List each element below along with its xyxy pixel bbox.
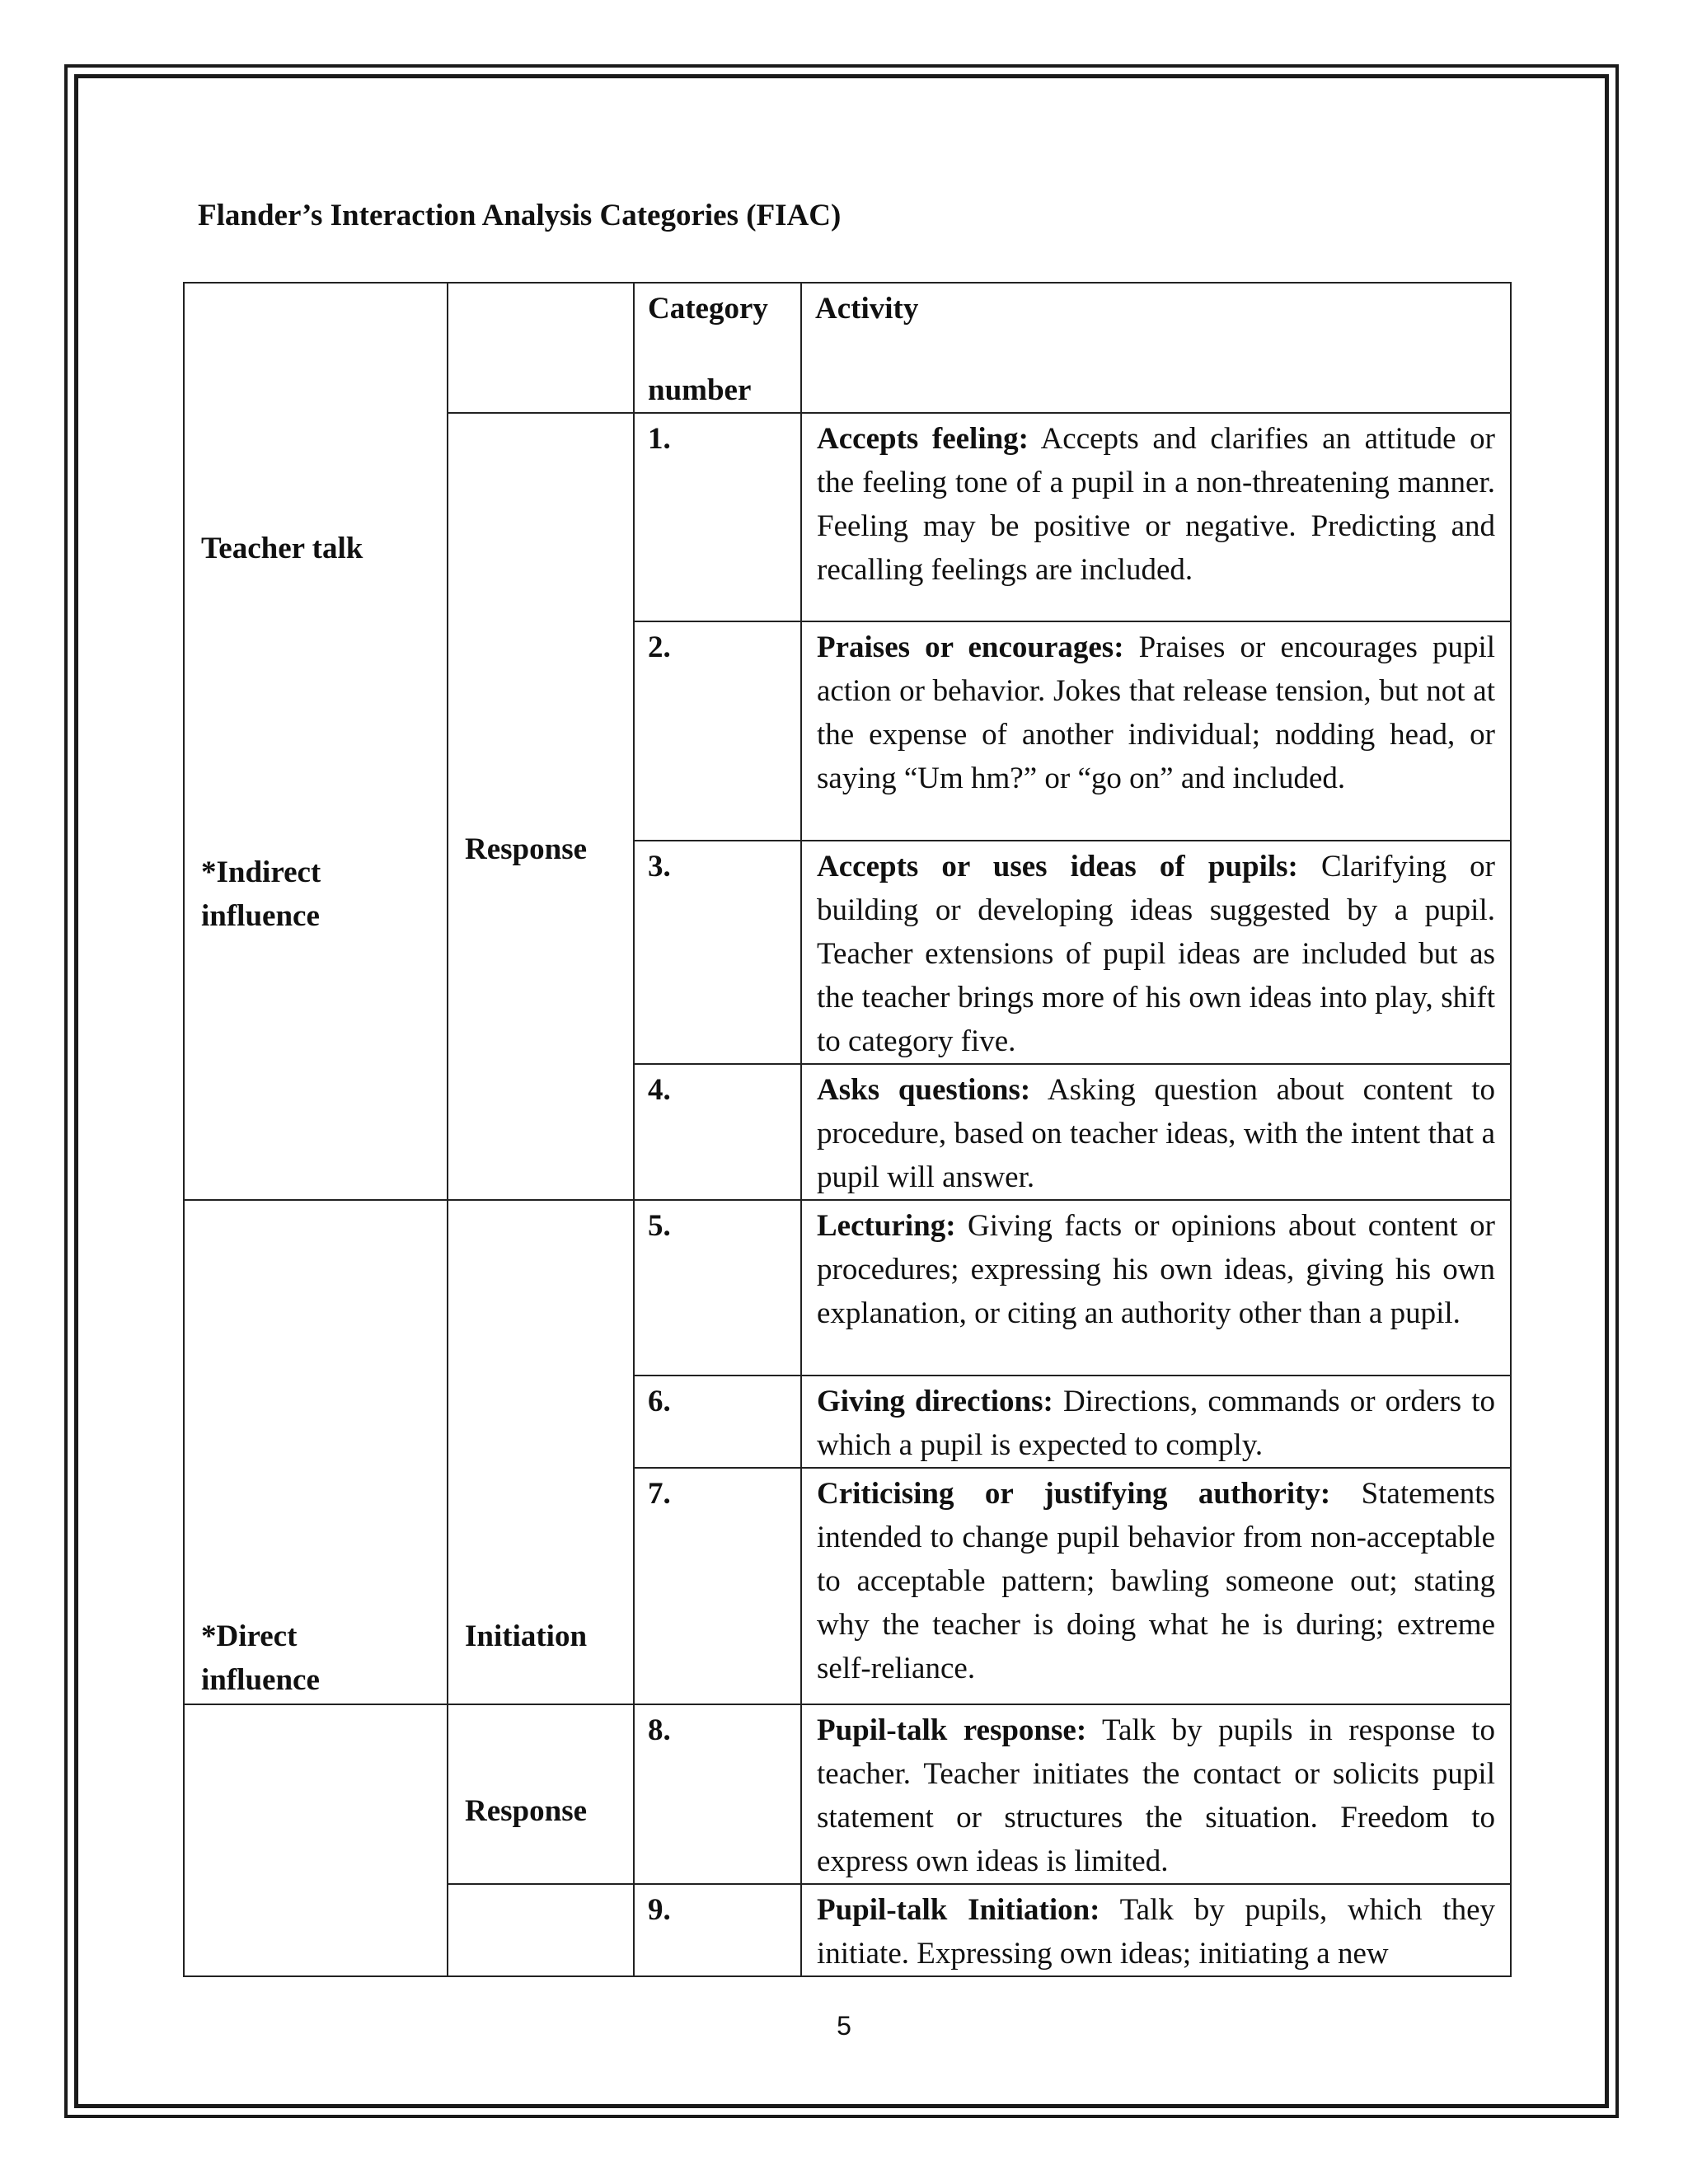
page-title: Flander’s Interaction Analysis Categories (FIAC) xyxy=(198,199,842,232)
activity-term: Pupil-talk Initiation: xyxy=(817,1893,1100,1927)
activity-text: Talk by pupils in response to teacher. Teacher initiates the contact or solicits pupil statement or structures the situation. Freedom to express own ideas is limited. xyxy=(817,1713,1495,1878)
direct-influence-label-line1: *Direct xyxy=(201,1619,298,1653)
category-number: 5. xyxy=(634,1200,801,1376)
activity-text: Statements intended to change pupil behavior from non-acceptable to acceptable pattern; bawling someone out; stating why the teacher is doing what he is during; extreme self-reliance. xyxy=(817,1477,1495,1685)
indirect-influence-label-line2: influence xyxy=(201,899,320,933)
activity-term: Criticising or justifying authority: xyxy=(817,1477,1331,1511)
activity-text: Giving facts or opinions about content or procedures; expressing his own ideas, giving his own explanation, or citing an authority other than a pupil. xyxy=(817,1209,1495,1330)
activity-description xyxy=(801,1376,1511,1468)
activity-description xyxy=(801,1468,1511,1704)
activity-text: Directions, commands or orders to which a pupil is expected to comply. xyxy=(817,1385,1495,1462)
category-number-header xyxy=(634,283,801,413)
activity-text: Talk by pupils, which they initiate. Expressing own ideas; initiating a new xyxy=(817,1893,1495,1971)
category-number: 2. xyxy=(634,621,801,841)
activity-term: Accepts or uses ideas of pupils: xyxy=(817,850,1298,883)
empty-cell xyxy=(448,1884,634,1976)
empty-header-cell xyxy=(448,283,634,413)
indirect-influence-label-line1: *Indirect xyxy=(201,855,321,889)
activity-text: Clarifying or building or developing ideas suggested by a pupil. Teacher extensions of pupil ideas are included but as the teacher brings more of his own ideas into play, shift to category five. xyxy=(817,850,1495,1058)
activity-description xyxy=(801,841,1511,1064)
activity-description xyxy=(801,621,1511,841)
response-label-2: Response xyxy=(465,1794,588,1828)
response-label: Response xyxy=(465,832,588,866)
activity-description xyxy=(801,1884,1511,1976)
activity-header: Activity xyxy=(801,283,1511,413)
fiac-table xyxy=(183,282,1512,1977)
direct-influence-label-line2: influence xyxy=(201,1663,320,1697)
activity-term: Pupil-talk response: xyxy=(817,1713,1087,1747)
activity-term: Asks questions: xyxy=(817,1073,1031,1107)
response-label-cell-2 xyxy=(448,1704,634,1884)
activity-description xyxy=(801,1064,1511,1200)
category-number: 6. xyxy=(634,1376,801,1468)
teacher-talk-label: Teacher talk xyxy=(201,532,363,565)
category-number: 1. xyxy=(634,413,801,621)
response-label-cell xyxy=(448,413,634,1200)
initiation-label-cell xyxy=(448,1200,634,1704)
category-number: 8. xyxy=(634,1704,801,1884)
page-number: 5 xyxy=(837,2011,851,2041)
category-number: 4. xyxy=(634,1064,801,1200)
category-header-line1: Category xyxy=(648,292,768,326)
activity-term: Lecturing: xyxy=(817,1209,956,1243)
table-row xyxy=(184,1200,1511,1376)
table-row xyxy=(184,1704,1511,1884)
activity-text: Asking question about content to procedure, based on teacher ideas, with the intent that a pupil will answer. xyxy=(817,1073,1495,1194)
activity-description xyxy=(801,1704,1511,1884)
activity-term: Accepts feeling: xyxy=(817,422,1029,456)
teacher-talk-indirect-cell xyxy=(184,283,448,1200)
activity-term: Praises or encourages: xyxy=(817,630,1124,664)
category-header-line2: number xyxy=(648,373,752,407)
table-header-row xyxy=(184,283,1511,413)
activity-text: Accepts and clarifies an attitude or the feeling tone of a pupil in a non-threatening manner. Feeling may be positive or negative. Predicting and recalling feelings are included. xyxy=(817,422,1495,587)
activity-description xyxy=(801,413,1511,621)
category-number: 7. xyxy=(634,1468,801,1704)
activity-term: Giving directions: xyxy=(817,1385,1053,1418)
activity-text: Praises or encourages pupil action or behavior. Jokes that release tension, but not at the expense of another individual; nodding head, or saying “Um hm?” or “go on” and included. xyxy=(817,630,1495,795)
activity-description xyxy=(801,1200,1511,1376)
category-number: 9. xyxy=(634,1884,801,1976)
category-number: 3. xyxy=(634,841,801,1064)
direct-influence-cell xyxy=(184,1200,448,1704)
initiation-label: Initiation xyxy=(465,1619,588,1653)
pupil-talk-empty-cell xyxy=(184,1704,448,1976)
